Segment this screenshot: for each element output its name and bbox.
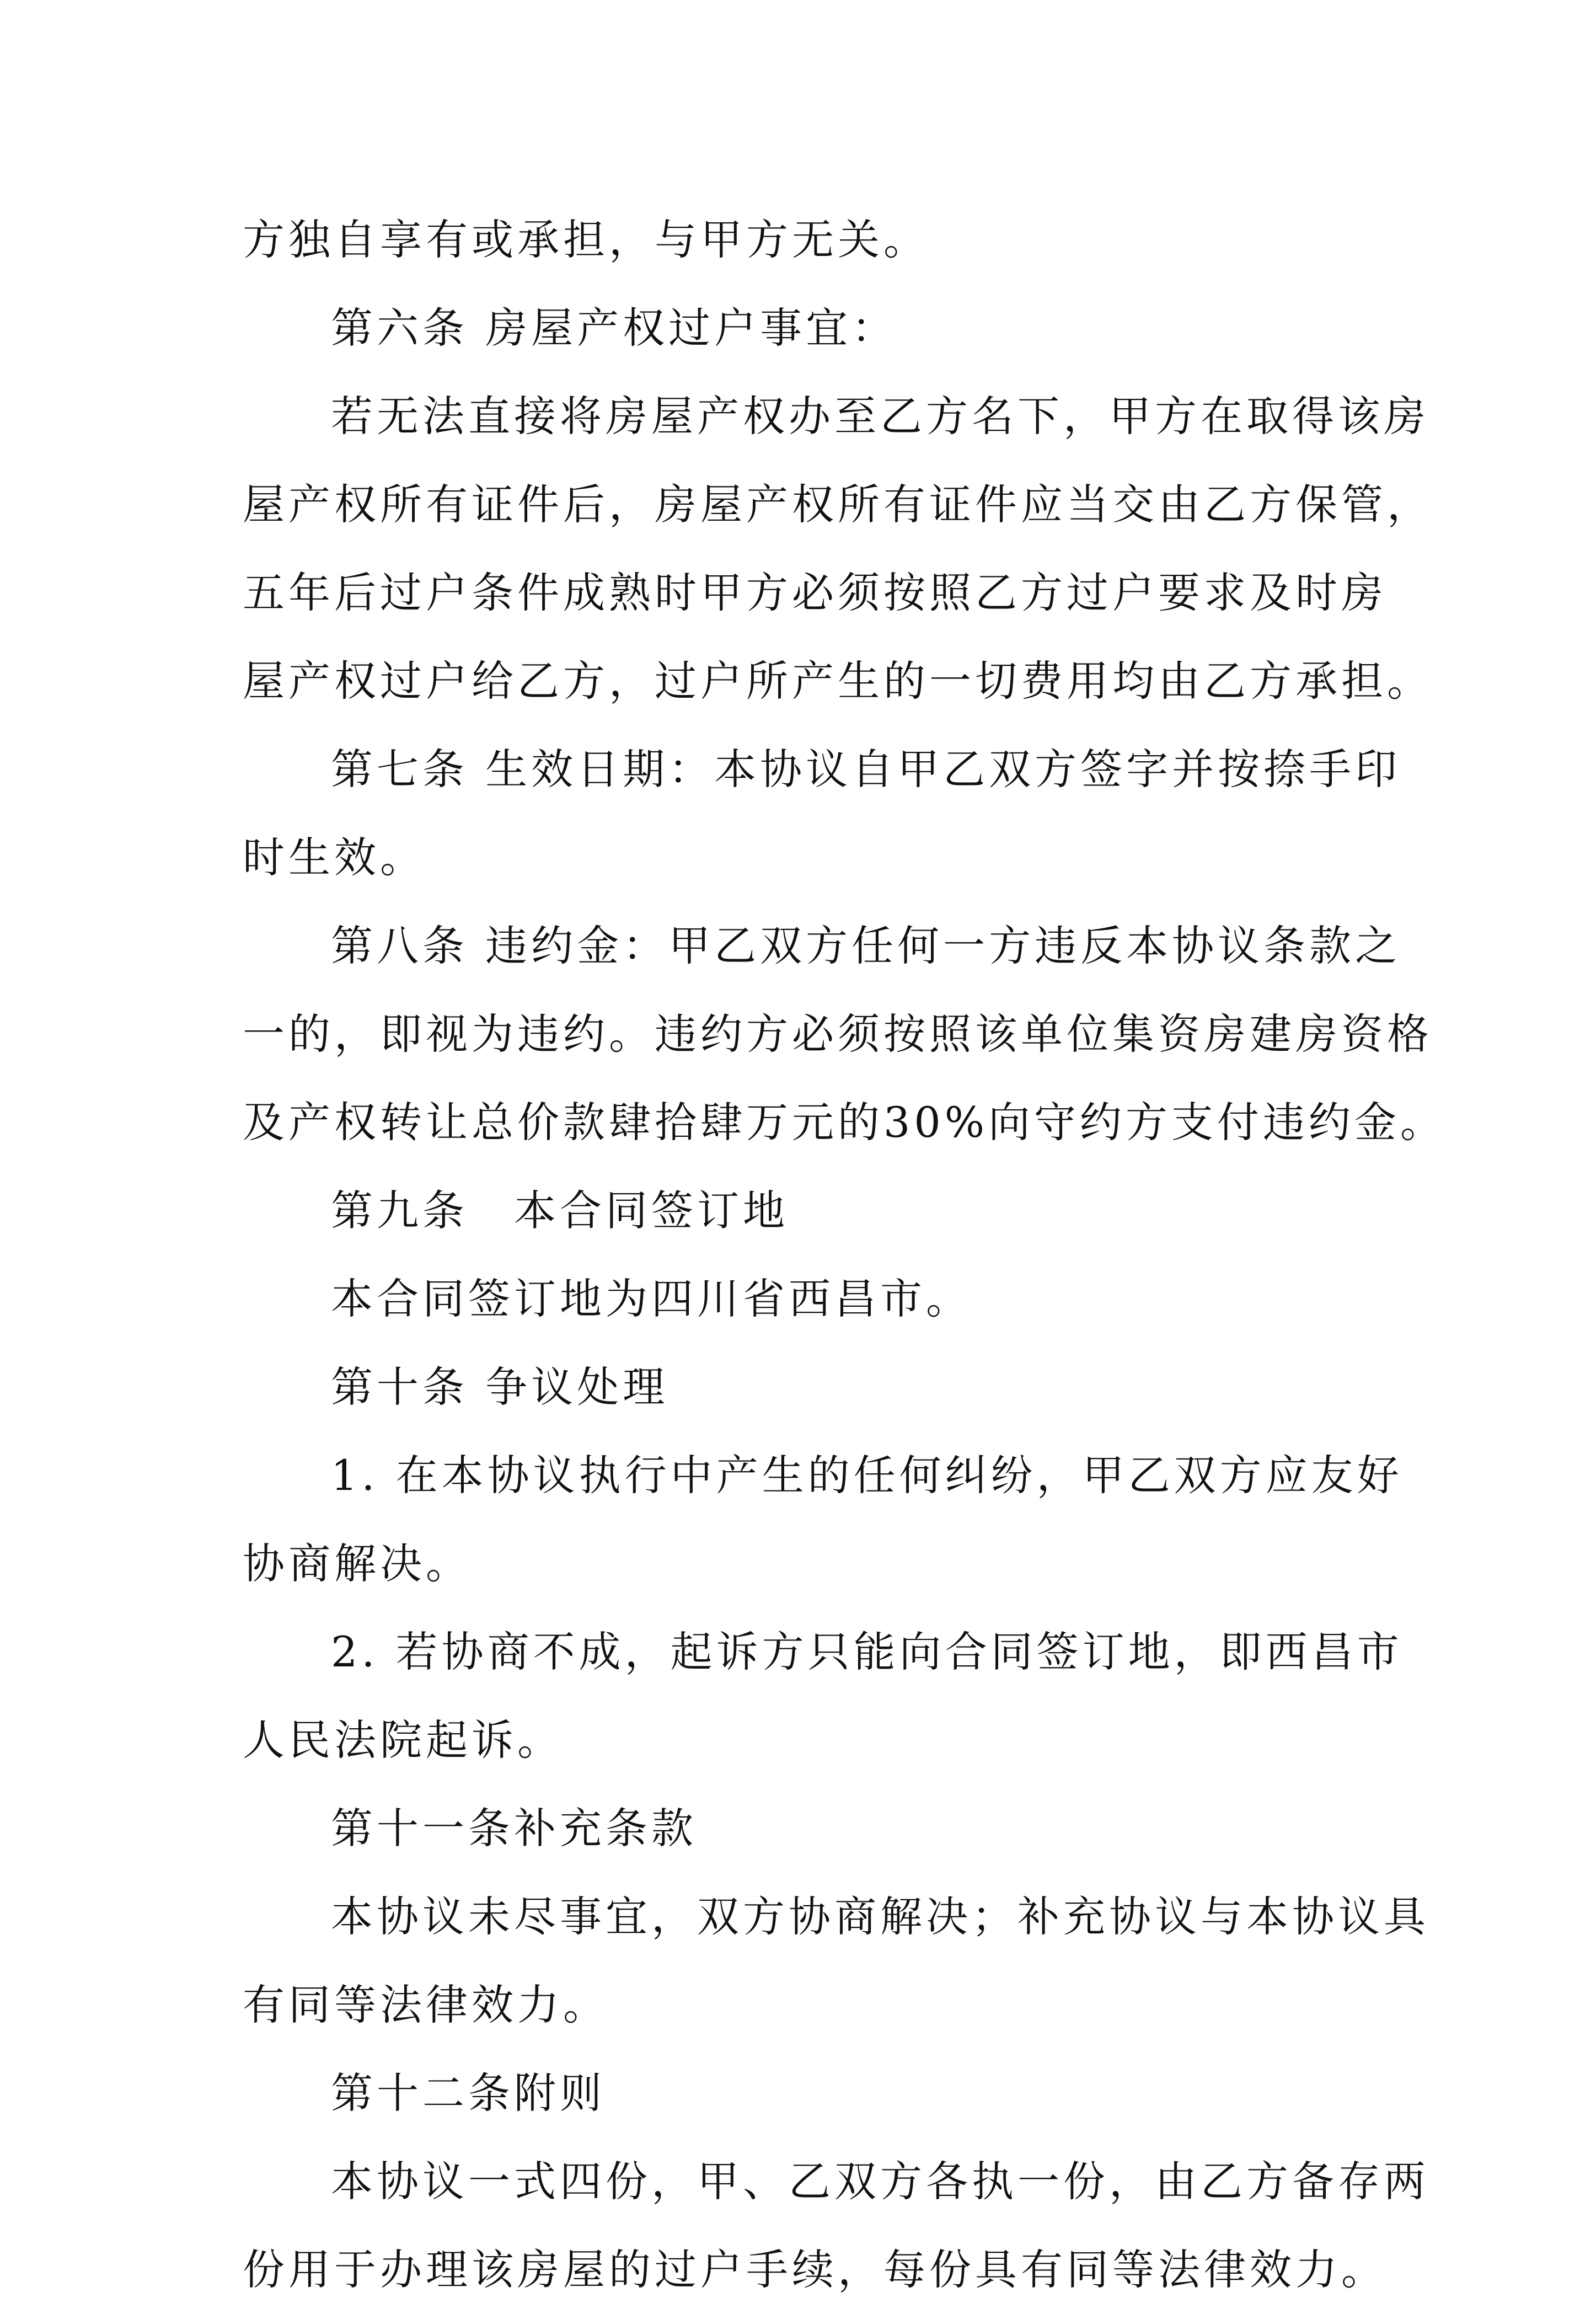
text-line: 一的，即视为违约。违约方必须按照该单位集资房建房资格 [243,1009,1433,1059]
text-line: 若无法直接将房屋产权办至乙方名下，甲方在取得该房 [331,392,1429,441]
text-line: 及产权转让总价款肆拾肆万元的30%向守约方支付违约金。 [243,1098,1446,1147]
text-line: 人民法院起诉。 [243,1716,563,1765]
text-line: 2. 若协商不成，起诉方只能向合同签订地，即西昌市 [331,1627,1403,1676]
text-line: 方独自享有或承担，与甲方无关。 [243,215,929,264]
section-heading: 第八条 违约金：甲乙双方任何一方违反本协议条款之 [331,921,1401,970]
section-heading: 第六条 房屋产权过户事宜： [331,303,898,352]
text-line: 本协议未尽事宜，双方协商解决；补充协议与本协议具 [331,1892,1429,1941]
text-line: 屋产权所有证件后，房屋产权所有证件应当交由乙方保管， [243,480,1433,529]
text-line: 协商解决。 [243,1539,472,1588]
section-heading: 第十二条附则 [331,2069,606,2118]
document-body [243,196,1446,2314]
text-line: 份用于办理该房屋的过户手续，每份具有同等法律效力。 [243,2245,1387,2294]
text-line: 本合同签订地为四川省西昌市。 [331,1274,972,1323]
section-heading: 第九条 本合同签订地 [331,1186,789,1235]
text-line: 有同等法律效力。 [243,1980,609,2029]
section-heading: 第十一条补充条款 [331,1804,697,1853]
text-line: 时生效。 [243,833,426,882]
section-heading: 第十条 争议处理 [331,1362,669,1412]
text-line: 本协议一式四份，甲、乙双方各执一份，由乙方备存两 [331,2157,1429,2206]
text-line: 五年后过户条件成熟时甲方必须按照乙方过户要求及时房 [243,568,1387,617]
text-line: 1. 在本协议执行中产生的任何纠纷，甲乙双方应友好 [331,1451,1403,1500]
section-heading: 第七条 生效日期：本协议自甲乙双方签字并按捺手印 [331,745,1401,794]
text-line: 屋产权过户给乙方，过户所产生的一切费用均由乙方承担。 [243,656,1433,706]
